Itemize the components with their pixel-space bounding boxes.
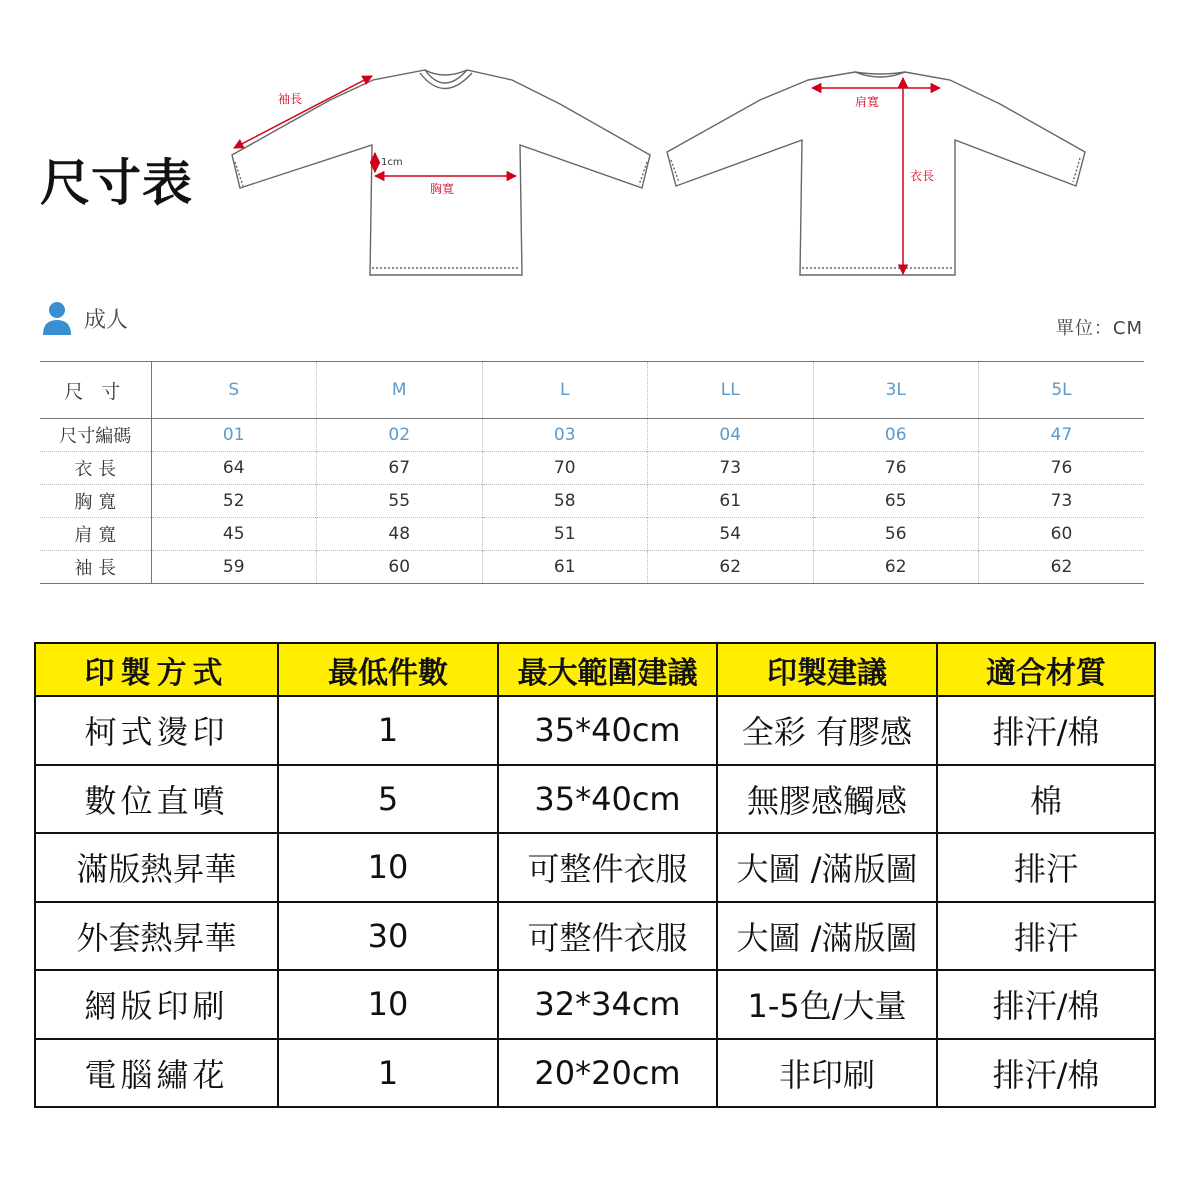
table-cell: 51 xyxy=(482,518,648,551)
section-label: 成人 xyxy=(84,307,129,333)
size-header-cell: S xyxy=(151,362,317,419)
material-cell: 排汗/棉 xyxy=(937,1039,1155,1108)
min-quantity-cell: 1 xyxy=(278,696,498,765)
min-quantity-cell: 5 xyxy=(278,765,498,834)
min-quantity-cell: 10 xyxy=(278,833,498,902)
material-cell: 排汗/棉 xyxy=(937,696,1155,765)
sleeve-length-label: 袖長 xyxy=(278,92,303,106)
table-cell: 62 xyxy=(648,551,814,584)
size-header-cell: 5L xyxy=(979,362,1145,419)
row-label: 肩 寬 xyxy=(40,518,151,551)
header-max-area: 最大範圍建議 xyxy=(498,643,717,696)
table-cell: 01 xyxy=(151,419,317,452)
header-print-advice: 印製建議 xyxy=(717,643,937,696)
table-cell: 60 xyxy=(979,518,1145,551)
print-advice-cell: 全彩 有膠感 xyxy=(717,696,937,765)
size-header-cell: 3L xyxy=(813,362,979,419)
table-cell: 56 xyxy=(813,518,979,551)
print-advice-cell: 非印刷 xyxy=(717,1039,937,1108)
min-quantity-cell: 10 xyxy=(278,970,498,1039)
max-area-cell: 20*20cm xyxy=(498,1039,717,1108)
shoulder-width-label: 肩寬 xyxy=(855,95,880,109)
material-cell: 排汗 xyxy=(937,902,1155,971)
table-cell: 03 xyxy=(482,419,648,452)
chest-width-label: 胸寬 xyxy=(430,182,455,196)
header-material: 適合材質 xyxy=(937,643,1155,696)
table-cell: 65 xyxy=(813,485,979,518)
table-cell: 64 xyxy=(151,452,317,485)
body-length-label: 衣長 xyxy=(910,169,935,183)
table-cell: 47 xyxy=(979,419,1145,452)
print-advice-cell: 大圖 /滿版圖 xyxy=(717,902,937,971)
size-header-row xyxy=(40,362,1144,419)
header-min-quantity: 最低件數 xyxy=(278,643,498,696)
table-cell: 45 xyxy=(151,518,317,551)
table-cell: 54 xyxy=(648,518,814,551)
material-cell: 排汗/棉 xyxy=(937,970,1155,1039)
table-cell: 62 xyxy=(813,551,979,584)
row-label: 袖 長 xyxy=(40,551,151,584)
print-header-row xyxy=(35,643,1155,696)
size-header-label: 尺 寸 xyxy=(40,362,151,419)
table-row xyxy=(40,518,1144,551)
table-cell: 52 xyxy=(151,485,317,518)
print-method-cell: 外套熱昇華 xyxy=(35,902,278,971)
size-header-cell: M xyxy=(317,362,483,419)
size-table xyxy=(40,361,1144,584)
table-cell: 76 xyxy=(813,452,979,485)
table-cell: 61 xyxy=(648,485,814,518)
table-row xyxy=(35,902,1155,971)
header-print-method: 印製方式 xyxy=(35,643,278,696)
print-advice-cell: 1-5色/大量 xyxy=(717,970,937,1039)
print-method-cell: 網版印刷 xyxy=(35,970,278,1039)
max-area-cell: 35*40cm xyxy=(498,696,717,765)
table-row xyxy=(35,765,1155,834)
print-method-cell: 數位直噴 xyxy=(35,765,278,834)
printing-methods-table xyxy=(34,642,1156,1108)
row-label: 胸 寬 xyxy=(40,485,151,518)
adult-section-header xyxy=(42,300,128,336)
table-cell: 73 xyxy=(979,485,1145,518)
table-cell: 60 xyxy=(317,551,483,584)
material-cell: 排汗 xyxy=(937,833,1155,902)
table-cell: 48 xyxy=(317,518,483,551)
table-row xyxy=(40,551,1144,584)
size-header-cell: L xyxy=(482,362,648,419)
print-method-cell: 滿版熱昇華 xyxy=(35,833,278,902)
shirt-diagrams xyxy=(0,0,1181,300)
page-title: 尺寸表 xyxy=(40,154,193,212)
max-area-cell: 35*40cm xyxy=(498,765,717,834)
row-label: 尺寸編碼 xyxy=(40,419,151,452)
min-quantity-cell: 30 xyxy=(278,902,498,971)
table-cell: 06 xyxy=(813,419,979,452)
min-quantity-cell: 1 xyxy=(278,1039,498,1108)
table-row xyxy=(35,696,1155,765)
print-advice-cell: 無膠感觸感 xyxy=(717,765,937,834)
size-header-cell: LL xyxy=(648,362,814,419)
table-row xyxy=(40,452,1144,485)
table-cell: 62 xyxy=(979,551,1145,584)
max-area-cell: 32*34cm xyxy=(498,970,717,1039)
max-area-cell: 可整件衣服 xyxy=(498,833,717,902)
table-cell: 04 xyxy=(648,419,814,452)
table-row xyxy=(35,833,1155,902)
table-cell: 02 xyxy=(317,419,483,452)
table-cell: 58 xyxy=(482,485,648,518)
print-method-cell: 柯式燙印 xyxy=(35,696,278,765)
unit-label: 單位：CM xyxy=(1055,318,1143,339)
person-icon xyxy=(42,301,72,335)
table-row xyxy=(35,1039,1155,1108)
table-cell: 59 xyxy=(151,551,317,584)
table-row xyxy=(40,419,1144,452)
table-cell: 73 xyxy=(648,452,814,485)
print-advice-cell: 大圖 /滿版圖 xyxy=(717,833,937,902)
table-row xyxy=(40,485,1144,518)
table-cell: 55 xyxy=(317,485,483,518)
offset-label: 1cm xyxy=(381,157,403,168)
table-cell: 76 xyxy=(979,452,1145,485)
row-label: 衣 長 xyxy=(40,452,151,485)
table-cell: 67 xyxy=(317,452,483,485)
print-method-cell: 電腦繡花 xyxy=(35,1039,278,1108)
max-area-cell: 可整件衣服 xyxy=(498,902,717,971)
table-cell: 70 xyxy=(482,452,648,485)
material-cell: 棉 xyxy=(937,765,1155,834)
table-row xyxy=(35,970,1155,1039)
table-cell: 61 xyxy=(482,551,648,584)
